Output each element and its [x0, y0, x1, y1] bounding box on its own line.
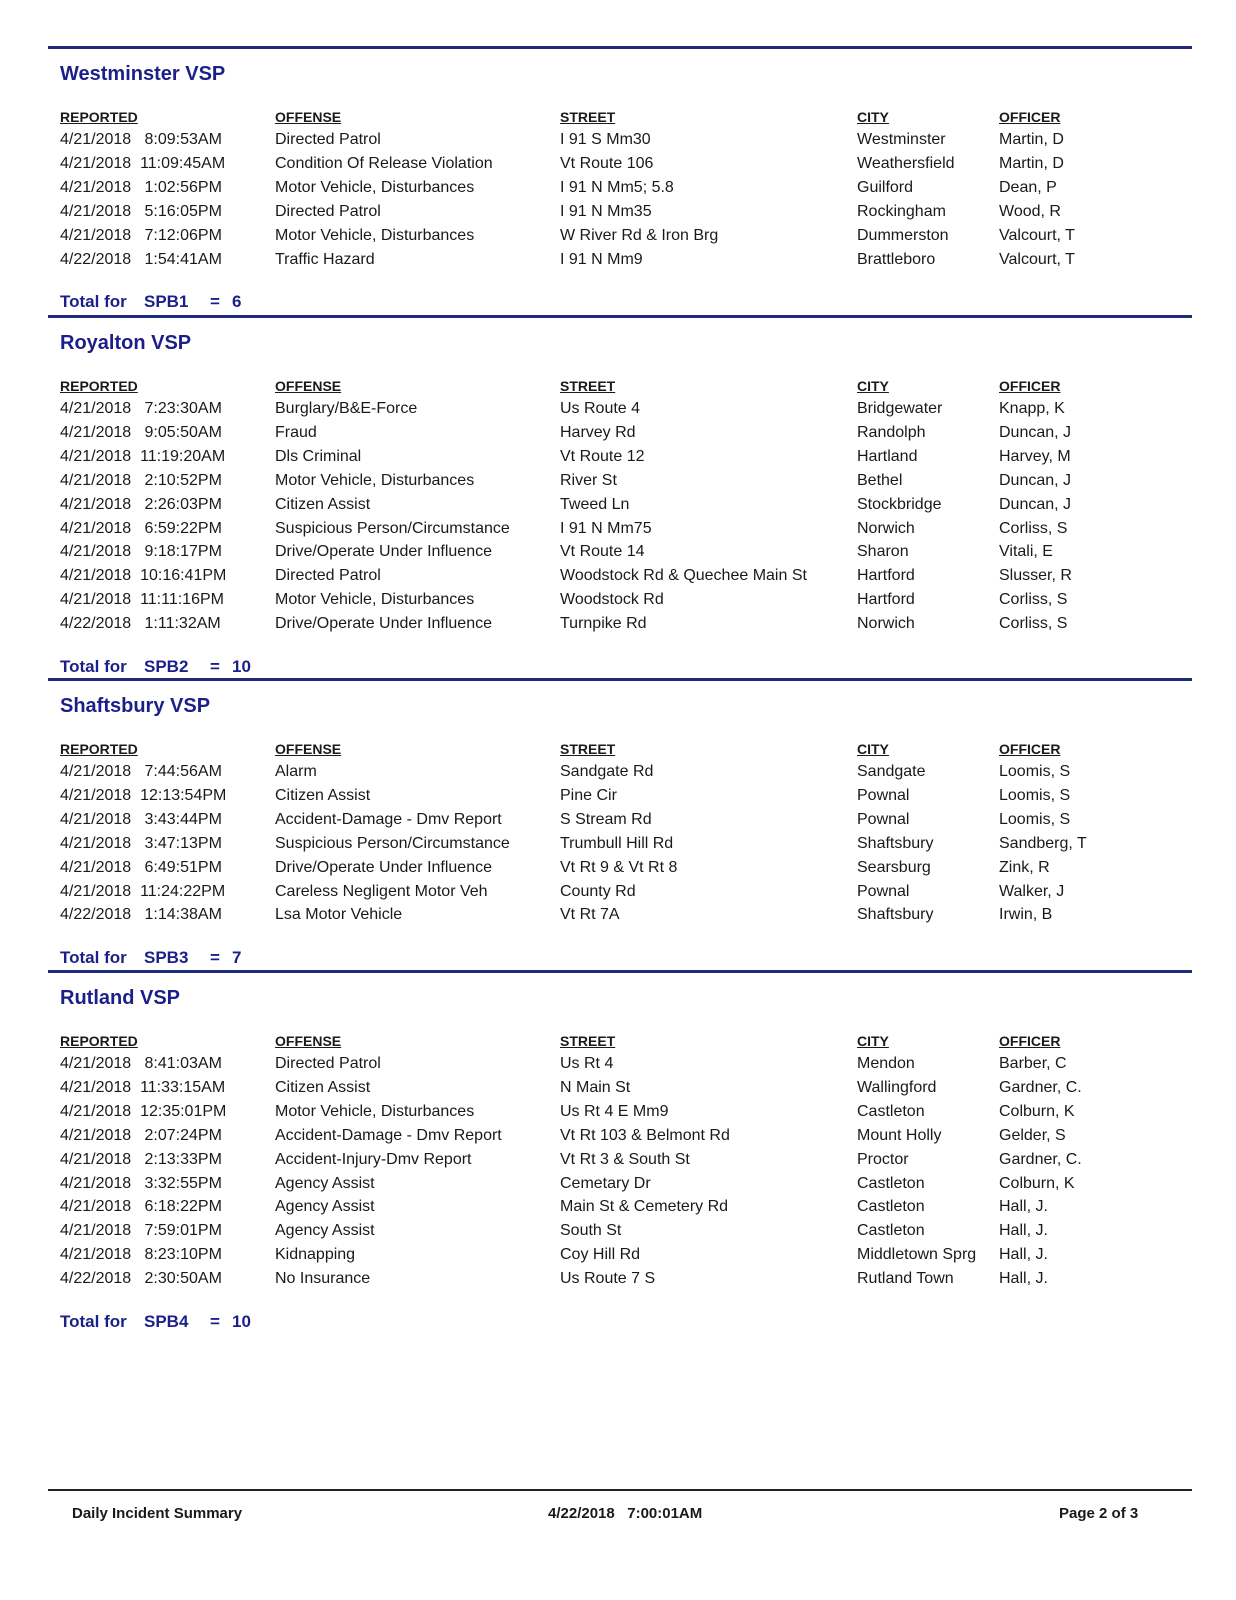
- cell-officer: Wood, R: [999, 202, 1061, 220]
- cell-street: I 91 N Mm75: [560, 519, 652, 537]
- cell-officer: Duncan, J: [999, 495, 1072, 513]
- cell-offense: Citizen Assist: [275, 495, 371, 513]
- cell-officer: Irwin, B: [999, 906, 1053, 924]
- cell-street: I 91 N Mm35: [560, 202, 652, 220]
- cell-city: Castleton: [857, 1198, 925, 1216]
- cell-city: Norwich: [857, 519, 915, 537]
- cell-reported: 4/22/2018 2:30:50AM: [60, 1270, 222, 1288]
- cell-officer: Valcourt, T: [999, 226, 1075, 244]
- cell-city: Pownal: [857, 882, 910, 900]
- cell-city: Hartford: [857, 591, 915, 609]
- column-header-city: CITY: [857, 741, 889, 757]
- cell-street: Turnpike Rd: [560, 615, 647, 633]
- cell-street: Vt Rt 3 & South St: [560, 1150, 690, 1168]
- column-header-street: STREET: [560, 741, 616, 757]
- cell-street: Cemetary Dr: [560, 1174, 651, 1192]
- cell-street: Vt Route 14: [560, 543, 645, 561]
- cell-reported: 4/21/2018 5:16:05PM: [60, 202, 222, 220]
- cell-city: Hartland: [857, 447, 918, 465]
- column-header-street: STREET: [560, 109, 616, 125]
- cell-officer: Corliss, S: [999, 519, 1068, 537]
- cell-reported: 4/21/2018 10:16:41PM: [60, 567, 227, 585]
- table-row: [48, 1054, 1192, 1078]
- cell-officer: Loomis, S: [999, 786, 1071, 804]
- cell-street: W River Rd & Iron Brg: [560, 226, 719, 244]
- column-header-street: STREET: [560, 378, 616, 394]
- cell-street: Woodstock Rd: [560, 591, 664, 609]
- cell-officer: Colburn, K: [999, 1174, 1075, 1192]
- cell-reported: 4/21/2018 2:13:33PM: [60, 1150, 222, 1168]
- total-count: 10: [232, 1312, 251, 1331]
- cell-offense: Motor Vehicle, Disturbances: [275, 1102, 475, 1120]
- cell-city: Pownal: [857, 786, 910, 804]
- cell-street: Sandgate Rd: [560, 763, 654, 780]
- cell-offense: Accident-Damage - Dmv Report: [275, 810, 502, 828]
- table-row: [48, 202, 1192, 226]
- cell-officer: Duncan, J: [999, 471, 1072, 489]
- cell-reported: 4/21/2018 7:12:06PM: [60, 226, 222, 244]
- cell-offense: Motor Vehicle, Disturbances: [275, 226, 475, 244]
- cell-offense: Lsa Motor Vehicle: [275, 906, 403, 924]
- total-label: Total for: [60, 657, 127, 676]
- cell-city: Mount Holly: [857, 1126, 942, 1144]
- table-row: [48, 566, 1192, 590]
- section-rule: [48, 46, 1192, 49]
- cell-officer: Dean, P: [999, 178, 1057, 196]
- table-row: [48, 905, 1192, 929]
- table-row: [48, 810, 1192, 834]
- cell-city: Castleton: [857, 1102, 925, 1120]
- section-title: Royalton VSP: [60, 332, 192, 354]
- section-total: [60, 657, 251, 677]
- total-equals: =: [210, 657, 220, 676]
- cell-officer: Slusser, R: [999, 567, 1072, 585]
- table-row: [48, 226, 1192, 250]
- total-equals: =: [210, 292, 220, 312]
- column-header-reported: REPORTED: [60, 741, 138, 757]
- cell-city: Rutland Town: [857, 1270, 954, 1288]
- cell-city: Brattleboro: [857, 250, 936, 268]
- column-header-officer: OFFICER: [999, 109, 1061, 125]
- section-total: [60, 292, 242, 312]
- cell-city: Hartford: [857, 567, 915, 585]
- cell-officer: Loomis, S: [999, 763, 1071, 780]
- cell-street: Woodstock Rd & Quechee Main St: [560, 567, 807, 585]
- cell-offense: Directed Patrol: [275, 567, 381, 585]
- cell-city: Weathersfield: [857, 154, 955, 172]
- cell-street: S Stream Rd: [560, 810, 652, 828]
- cell-street: I 91 S Mm30: [560, 131, 651, 148]
- total-count: 6: [232, 292, 242, 312]
- cell-officer: Corliss, S: [999, 615, 1068, 633]
- cell-officer: Barber, C: [999, 1055, 1067, 1072]
- cell-city: Castleton: [857, 1222, 925, 1240]
- cell-city: Stockbridge: [857, 495, 942, 513]
- cell-city: Westminster: [857, 131, 946, 148]
- cell-officer: Martin, D: [999, 131, 1064, 148]
- cell-officer: Gardner, C.: [999, 1150, 1082, 1168]
- cell-street: Trumbull Hill Rd: [560, 834, 674, 852]
- total-code: SPB3: [144, 948, 189, 968]
- cell-city: Middletown Sprg: [857, 1246, 977, 1264]
- cell-offense: Motor Vehicle, Disturbances: [275, 471, 475, 489]
- cell-offense: Drive/Operate Under Influence: [275, 543, 492, 561]
- cell-reported: 4/21/2018 6:49:51PM: [60, 858, 222, 876]
- column-header-street: STREET: [560, 1033, 616, 1049]
- cell-offense: Directed Patrol: [275, 131, 381, 148]
- cell-officer: Walker, J: [999, 882, 1065, 900]
- cell-officer: Hall, J.: [999, 1270, 1048, 1288]
- cell-city: Castleton: [857, 1174, 925, 1192]
- cell-offense: Accident-Injury-Dmv Report: [275, 1150, 472, 1168]
- column-header-offense: OFFENSE: [275, 1033, 342, 1049]
- cell-street: Main St & Cemetery Rd: [560, 1198, 729, 1216]
- table-row: [48, 130, 1192, 154]
- cell-reported: 4/21/2018 8:41:03AM: [60, 1055, 222, 1072]
- cell-offense: Traffic Hazard: [275, 250, 375, 268]
- column-header-offense: OFFENSE: [275, 741, 342, 757]
- cell-reported: 4/21/2018 3:47:13PM: [60, 834, 222, 852]
- total-code: SPB4: [144, 1312, 189, 1331]
- cell-offense: Careless Negligent Motor Veh: [275, 882, 488, 900]
- cell-reported: 4/21/2018 11:33:15AM: [60, 1078, 226, 1096]
- section-rule: [48, 970, 1192, 973]
- cell-city: Randolph: [857, 423, 926, 441]
- cell-street: Tweed Ln: [560, 495, 630, 513]
- cell-reported: 4/21/2018 1:02:56PM: [60, 178, 222, 196]
- cell-street: County Rd: [560, 882, 636, 900]
- section-rule: [48, 678, 1192, 681]
- cell-reported: 4/22/2018 1:14:38AM: [60, 906, 222, 924]
- table-row: [48, 423, 1192, 447]
- section-rule: [48, 315, 1192, 318]
- cell-offense: Directed Patrol: [275, 202, 381, 220]
- section-title: Rutland VSP: [60, 987, 181, 1009]
- cell-officer: Martin, D: [999, 154, 1064, 172]
- cell-street: Vt Rt 103 & Belmont Rd: [560, 1126, 730, 1144]
- cell-officer: Duncan, J: [999, 423, 1072, 441]
- cell-offense: Drive/Operate Under Influence: [275, 615, 492, 633]
- cell-offense: Citizen Assist: [275, 786, 371, 804]
- cell-officer: Colburn, K: [999, 1102, 1075, 1120]
- cell-offense: Alarm: [275, 763, 317, 780]
- cell-city: Norwich: [857, 615, 915, 633]
- cell-street: Us Route 4: [560, 400, 641, 417]
- section-total: [60, 948, 242, 968]
- cell-city: Searsburg: [857, 858, 931, 876]
- cell-street: I 91 N Mm5; 5.8: [560, 178, 674, 196]
- cell-street: N Main St: [560, 1078, 631, 1096]
- cell-offense: Agency Assist: [275, 1198, 375, 1216]
- cell-officer: Loomis, S: [999, 810, 1071, 828]
- cell-officer: Corliss, S: [999, 591, 1068, 609]
- cell-city: Pownal: [857, 810, 910, 828]
- table-row: [48, 1245, 1192, 1269]
- cell-offense: Agency Assist: [275, 1174, 375, 1192]
- cell-reported: 4/21/2018 8:09:53AM: [60, 131, 222, 148]
- cell-officer: Hall, J.: [999, 1246, 1048, 1264]
- cell-offense: Fraud: [275, 423, 317, 441]
- cell-city: Mendon: [857, 1055, 915, 1072]
- cell-reported: 4/21/2018 9:18:17PM: [60, 543, 222, 561]
- table-row: [48, 178, 1192, 202]
- table-row: [48, 250, 1192, 274]
- cell-offense: Suspicious Person/Circumstance: [275, 834, 510, 852]
- cell-street: Vt Route 106: [560, 154, 654, 172]
- cell-offense: No Insurance: [275, 1270, 371, 1288]
- total-label: Total for: [60, 948, 127, 968]
- cell-offense: Motor Vehicle, Disturbances: [275, 178, 475, 196]
- total-equals: =: [210, 1312, 220, 1331]
- cell-officer: Gelder, S: [999, 1126, 1066, 1144]
- column-header-officer: OFFICER: [999, 741, 1061, 757]
- table-row: [48, 542, 1192, 566]
- cell-officer: Knapp, K: [999, 400, 1065, 417]
- cell-reported: 4/21/2018 6:59:22PM: [60, 519, 222, 537]
- cell-reported: 4/21/2018 12:13:54PM: [60, 786, 227, 804]
- cell-reported: 4/22/2018 1:54:41AM: [60, 250, 222, 268]
- cell-offense: Drive/Operate Under Influence: [275, 858, 492, 876]
- table-row: [48, 1269, 1192, 1293]
- cell-city: Sharon: [857, 543, 909, 561]
- table-row: [48, 762, 1192, 786]
- cell-street: Coy Hill Rd: [560, 1246, 641, 1264]
- table-row: [48, 614, 1192, 638]
- column-header-officer: OFFICER: [999, 1033, 1061, 1049]
- section-title: Shaftsbury VSP: [60, 695, 211, 717]
- cell-reported: 4/21/2018 7:23:30AM: [60, 400, 222, 417]
- cell-street: Vt Rt 9 & Vt Rt 8: [560, 858, 678, 876]
- table-row: [48, 786, 1192, 810]
- table-row: [48, 1150, 1192, 1174]
- total-equals: =: [210, 948, 220, 968]
- cell-reported: 4/21/2018 6:18:22PM: [60, 1198, 222, 1216]
- cell-reported: 4/21/2018 9:05:50AM: [60, 423, 222, 441]
- cell-reported: 4/21/2018 8:23:10PM: [60, 1246, 222, 1264]
- column-header-city: CITY: [857, 109, 889, 125]
- cell-reported: 4/21/2018 7:44:56AM: [60, 763, 222, 780]
- total-code: SPB2: [144, 657, 189, 676]
- cell-reported: 4/21/2018 7:59:01PM: [60, 1222, 222, 1240]
- cell-street: River St: [560, 471, 617, 489]
- table-row: [48, 882, 1192, 906]
- cell-offense: Burglary/B&E-Force: [275, 400, 418, 417]
- cell-officer: Zink, R: [999, 858, 1050, 876]
- cell-street: I 91 N Mm9: [560, 250, 643, 268]
- cell-reported: 4/21/2018 11:19:20AM: [60, 447, 226, 465]
- table-row: [48, 1126, 1192, 1150]
- cell-city: Wallingford: [857, 1078, 937, 1096]
- cell-city: Rockingham: [857, 202, 946, 220]
- table-row: [48, 471, 1192, 495]
- cell-offense: Condition Of Release Violation: [275, 154, 493, 172]
- cell-reported: 4/21/2018 3:32:55PM: [60, 1174, 222, 1192]
- table-row: [48, 1197, 1192, 1221]
- cell-reported: 4/21/2018 11:24:22PM: [60, 882, 226, 900]
- total-count: 7: [232, 948, 242, 968]
- cell-street: Vt Route 12: [560, 447, 645, 465]
- table-row: [48, 1174, 1192, 1198]
- total-label: Total for: [60, 1312, 127, 1331]
- table-row: [48, 1078, 1192, 1102]
- section-title: Westminster VSP: [60, 63, 226, 85]
- column-header-reported: REPORTED: [60, 1033, 138, 1049]
- cell-city: Shaftsbury: [857, 906, 934, 924]
- cell-reported: 4/21/2018 11:11:16PM: [60, 591, 224, 609]
- column-header-offense: OFFENSE: [275, 378, 342, 394]
- table-row: [48, 590, 1192, 614]
- column-header-reported: REPORTED: [60, 109, 138, 125]
- table-row: [48, 1221, 1192, 1245]
- table-row: [48, 447, 1192, 471]
- cell-offense: Motor Vehicle, Disturbances: [275, 591, 475, 609]
- cell-officer: Valcourt, T: [999, 250, 1075, 268]
- cell-reported: 4/21/2018 3:43:44PM: [60, 810, 222, 828]
- cell-reported: 4/21/2018 2:10:52PM: [60, 471, 222, 489]
- cell-street: Us Rt 4: [560, 1055, 614, 1072]
- footer-page-number: Page 2 of 3: [1059, 1505, 1139, 1522]
- cell-street: Pine Cir: [560, 786, 617, 804]
- section-total: [60, 1312, 251, 1332]
- cell-reported: 4/21/2018 12:35:01PM: [60, 1102, 227, 1120]
- cell-offense: Dls Criminal: [275, 447, 362, 465]
- footer-rule: [48, 1489, 1192, 1491]
- footer-print-date: 4/22/2018 7:00:01AM: [548, 1505, 703, 1522]
- cell-city: Sandgate: [857, 763, 926, 780]
- column-header-offense: OFFENSE: [275, 109, 342, 125]
- cell-street: Us Rt 4 E Mm9: [560, 1102, 669, 1120]
- cell-reported: 4/22/2018 1:11:32AM: [60, 615, 221, 633]
- cell-reported: 4/21/2018 2:26:03PM: [60, 495, 222, 513]
- table-row: [48, 1102, 1192, 1126]
- column-header-officer: OFFICER: [999, 378, 1061, 394]
- cell-city: Proctor: [857, 1150, 909, 1168]
- cell-offense: Accident-Damage - Dmv Report: [275, 1126, 502, 1144]
- table-row: [48, 519, 1192, 543]
- cell-officer: Hall, J.: [999, 1198, 1048, 1216]
- cell-city: Dummerston: [857, 226, 949, 244]
- cell-offense: Suspicious Person/Circumstance: [275, 519, 510, 537]
- cell-city: Bethel: [857, 471, 903, 489]
- cell-offense: Agency Assist: [275, 1222, 375, 1240]
- table-row: [48, 834, 1192, 858]
- table-row: [48, 154, 1192, 178]
- cell-street: Vt Rt 7A: [560, 906, 620, 924]
- footer-report-name: Daily Incident Summary: [72, 1505, 243, 1522]
- cell-officer: Gardner, C.: [999, 1078, 1082, 1096]
- total-label: Total for: [60, 292, 127, 312]
- cell-city: Bridgewater: [857, 400, 943, 417]
- column-header-city: CITY: [857, 1033, 889, 1049]
- cell-offense: Kidnapping: [275, 1246, 356, 1264]
- cell-street: Harvey Rd: [560, 423, 636, 441]
- cell-reported: 4/21/2018 2:07:24PM: [60, 1126, 222, 1144]
- column-header-city: CITY: [857, 378, 889, 394]
- cell-city: Guilford: [857, 178, 914, 196]
- table-row: [48, 495, 1192, 519]
- cell-street: Us Route 7 S: [560, 1270, 656, 1288]
- cell-officer: Hall, J.: [999, 1222, 1048, 1240]
- cell-offense: Citizen Assist: [275, 1078, 371, 1096]
- cell-officer: Vitali, E: [999, 543, 1053, 561]
- table-row: [48, 858, 1192, 882]
- cell-officer: Sandberg, T: [999, 834, 1087, 852]
- total-count: 10: [232, 657, 251, 676]
- cell-officer: Harvey, M: [999, 447, 1071, 465]
- table-row: [48, 399, 1192, 423]
- cell-reported: 4/21/2018 11:09:45AM: [60, 154, 226, 172]
- column-header-reported: REPORTED: [60, 378, 138, 394]
- cell-street: South St: [560, 1222, 622, 1240]
- total-code: SPB1: [144, 292, 189, 312]
- cell-city: Shaftsbury: [857, 834, 934, 852]
- cell-offense: Directed Patrol: [275, 1055, 381, 1072]
